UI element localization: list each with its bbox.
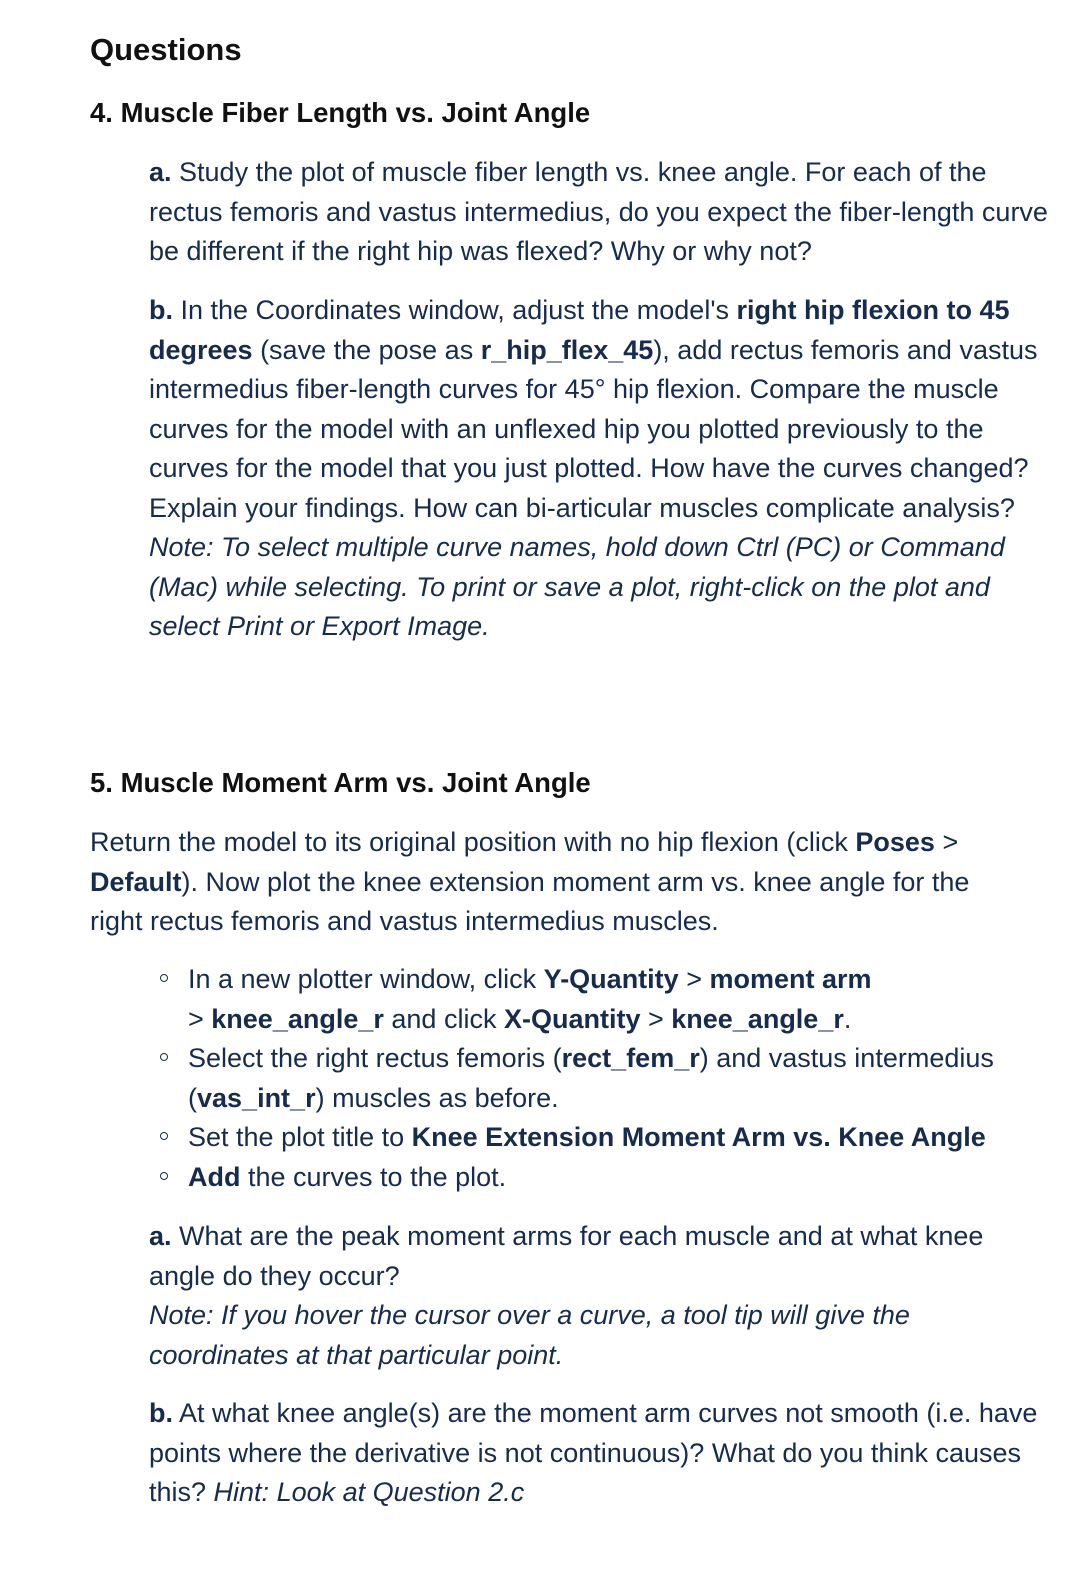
step-1-bold-1: Y-Quantity bbox=[543, 964, 679, 994]
question-5-heading: 5. Muscle Moment Arm vs. Joint Angle bbox=[90, 767, 591, 798]
question-5a bbox=[149, 1217, 1049, 1375]
step-1-bold-3: knee_angle_r bbox=[211, 1003, 384, 1034]
question-4b-bold-1: right hip flexion to 45 degrees bbox=[149, 295, 1010, 365]
question-4b-text-1: In the Coordinates window, adjust the model's bbox=[173, 295, 737, 325]
step-1-text-1: In a new plotter window, click bbox=[188, 964, 544, 994]
question-5b-text: At what knee angle(s) are the moment arm curves not smooth (i.e. have points where the derivative is not continuous)? What do you think causes this? bbox=[149, 1398, 1038, 1507]
question-4b-text-2: (save the pose as bbox=[252, 334, 481, 365]
step-2-text-3: ) muscles as before. bbox=[315, 1082, 559, 1113]
page-title: Questions bbox=[90, 32, 242, 67]
question-5b bbox=[149, 1394, 1049, 1513]
question-5a-note: Note: If you hover the cursor over a curve, a tool tip will give the coordinates at that particular point. bbox=[149, 1300, 910, 1370]
bullet-icon bbox=[160, 1172, 168, 1180]
list-item bbox=[160, 1039, 1060, 1118]
step-1-text-4: and click bbox=[383, 1003, 504, 1034]
step-1-text-2: > bbox=[678, 964, 710, 994]
question-5-intro-text-2: > bbox=[934, 827, 959, 857]
step-4-bold-1: Add bbox=[188, 1161, 241, 1192]
list-item bbox=[160, 1158, 1060, 1198]
step-1-bold-4: X-Quantity bbox=[503, 1003, 641, 1034]
list-item bbox=[160, 1118, 1060, 1158]
step-4-text-1: the curves to the plot. bbox=[240, 1161, 507, 1192]
bullet-icon bbox=[160, 1053, 168, 1061]
question-4-heading: 4. Muscle Fiber Length vs. Joint Angle bbox=[90, 97, 591, 128]
question-5-intro bbox=[90, 823, 1020, 942]
question-4b-bold-2: r_hip_flex_45 bbox=[480, 334, 654, 365]
bullet-icon bbox=[160, 1132, 168, 1140]
question-4b bbox=[149, 291, 1049, 647]
question-5b-hint: Hint: Look at Question 2.c bbox=[213, 1477, 525, 1507]
question-4b-label: b. bbox=[149, 295, 173, 325]
step-3-text-1: Set the plot title to bbox=[188, 1122, 412, 1152]
step-1-text-5: > bbox=[640, 1003, 672, 1034]
step-2-text-2: ) and vastus intermedius ( bbox=[188, 1043, 994, 1113]
question-4a-label: a. bbox=[149, 157, 172, 187]
step-2-bold-2: vas_int_r bbox=[197, 1082, 316, 1113]
question-5b-label: b. bbox=[149, 1398, 173, 1428]
question-4b-note: Note: To select multiple curve names, hold down Ctrl (PC) or Command (Mac) while selecting. To print or save a plot, right-click on the plot and select Print or Export Image. bbox=[149, 532, 1005, 641]
step-3-bold-1: Knee Extension Moment Arm vs. Knee Angle bbox=[411, 1122, 986, 1152]
question-4b-text-3: ), add rectus femoris and vastus intermedius fiber-length curves for 45° hip flexion. Compare the muscle curves for the model with an unflexed hip you plotted previously to the curves for the model that you just plotted. How have the curves changed? Explain your findings. How can bi-articular muscles complicate analysis? bbox=[149, 334, 1038, 523]
list-item bbox=[160, 960, 1060, 1039]
bullet-icon bbox=[160, 974, 168, 982]
step-1-text-3: > bbox=[188, 1003, 212, 1034]
step-1-text-6: . bbox=[843, 1003, 852, 1034]
step-2-bold-1: rect_fem_r bbox=[561, 1043, 700, 1073]
question-5-intro-text-3: ). Now plot the knee extension moment arm vs. knee angle for the right rectus femoris and vastus intermedius muscles. bbox=[90, 866, 970, 936]
step-1-bold-2: moment arm bbox=[709, 964, 872, 994]
question-5-intro-text-1: Return the model to its original position with no hip flexion (click bbox=[90, 827, 856, 857]
step-2-text-1: Select the right rectus femoris ( bbox=[188, 1043, 562, 1073]
question-5-intro-bold-2: Default bbox=[90, 866, 182, 897]
question-4a bbox=[149, 153, 1049, 272]
question-5a-label: a. bbox=[149, 1221, 172, 1251]
question-5-steps-list bbox=[160, 960, 1060, 1197]
question-5-intro-bold-1: Poses bbox=[855, 827, 935, 857]
question-4a-text: Study the plot of muscle fiber length vs. knee angle. For each of the rectus femoris and vastus intermedius, do you expect the fiber-length curve be different if the right hip was flexed? Why or why not? bbox=[149, 157, 1048, 266]
step-1-bold-5: knee_angle_r bbox=[671, 1003, 844, 1034]
question-5a-text: What are the peak moment arms for each muscle and at what knee angle do they occur? bbox=[149, 1221, 984, 1291]
